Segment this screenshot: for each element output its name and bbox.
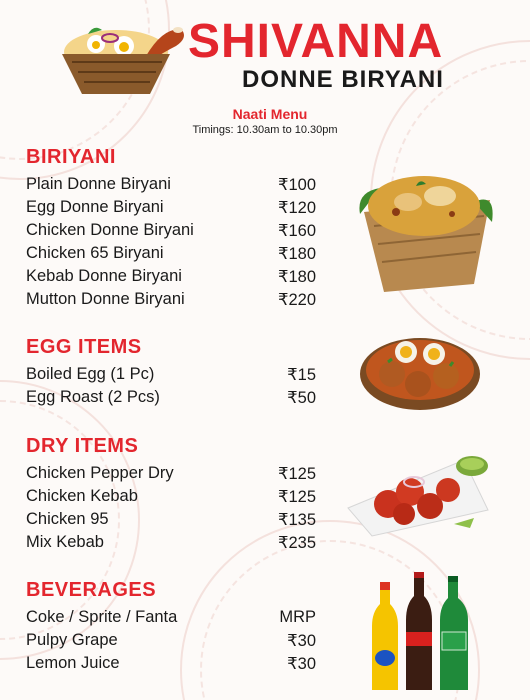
item-name: Chicken Kebab — [26, 487, 138, 505]
item-price: ₹235 — [277, 534, 316, 552]
item-price: ₹125 — [277, 488, 316, 506]
chicken-dry-plate-photo — [344, 452, 490, 538]
menu-item — [26, 631, 316, 654]
menu-name: Naati Menu — [232, 106, 308, 122]
menu-item — [26, 244, 316, 267]
item-name: Lemon Juice — [26, 654, 120, 672]
timings: Timings: 10.30am to 10.30pm — [192, 124, 338, 136]
item-price: ₹135 — [277, 511, 316, 529]
item-price: ₹30 — [287, 632, 316, 650]
brand-title: SHIVANNA — [188, 15, 444, 68]
menu-item — [26, 464, 316, 487]
section-beverages — [26, 579, 316, 677]
biryani-leaf-bowl-photo — [356, 172, 496, 298]
menu-item — [26, 267, 316, 290]
item-name: Chicken Pepper Dry — [26, 464, 174, 482]
item-name: Coke / Sprite / Fanta — [26, 608, 178, 626]
item-price: ₹30 — [287, 655, 316, 673]
section-title: BIRIYANI — [26, 146, 116, 168]
logo-biryani-bowl — [58, 16, 188, 98]
menu-item — [26, 533, 316, 556]
brand-subtitle: DONNE BIRYANI — [242, 66, 444, 93]
item-price: ₹100 — [277, 176, 316, 194]
section-title: EGG ITEMS — [26, 336, 142, 358]
section-title: BEVERAGES — [26, 579, 157, 601]
item-name: Egg Donne Biryani — [26, 198, 164, 216]
section-dry-items — [26, 435, 316, 556]
egg-curry-photo — [358, 322, 482, 412]
item-price: ₹125 — [277, 465, 316, 483]
menu-item — [26, 510, 316, 533]
item-price: MRP — [279, 608, 316, 626]
item-name: Chicken Donne Biryani — [26, 221, 194, 239]
item-name: Chicken 65 Biryani — [26, 244, 164, 262]
item-name: Mutton Donne Biryani — [26, 290, 185, 308]
item-price: ₹15 — [287, 366, 316, 384]
menu-item — [26, 198, 316, 221]
menu-item — [26, 388, 316, 411]
item-price: ₹160 — [277, 222, 316, 240]
item-price: ₹180 — [277, 268, 316, 286]
menu-item — [26, 175, 316, 198]
item-name: Kebab Donne Biryani — [26, 267, 182, 285]
menu-item — [26, 487, 316, 510]
item-name: Mix Kebab — [26, 533, 104, 551]
soft-drink-bottles-photo — [372, 572, 478, 696]
menu-item — [26, 365, 316, 388]
menu-item — [26, 290, 316, 313]
item-price: ₹50 — [287, 389, 316, 407]
item-price: ₹180 — [277, 245, 316, 263]
menu-item — [26, 654, 316, 677]
section-biriyani — [26, 146, 316, 313]
item-price: ₹120 — [277, 199, 316, 217]
section-egg-items — [26, 336, 316, 411]
section-title: DRY ITEMS — [26, 435, 139, 457]
item-name: Plain Donne Biryani — [26, 175, 171, 193]
item-price: ₹220 — [277, 291, 316, 309]
item-name: Boiled Egg (1 Pc) — [26, 365, 155, 383]
item-name: Egg Roast (2 Pcs) — [26, 388, 160, 406]
menu-item — [26, 608, 316, 631]
item-name: Pulpy Grape — [26, 631, 118, 649]
item-name: Chicken 95 — [26, 510, 109, 528]
menu-item — [26, 221, 316, 244]
